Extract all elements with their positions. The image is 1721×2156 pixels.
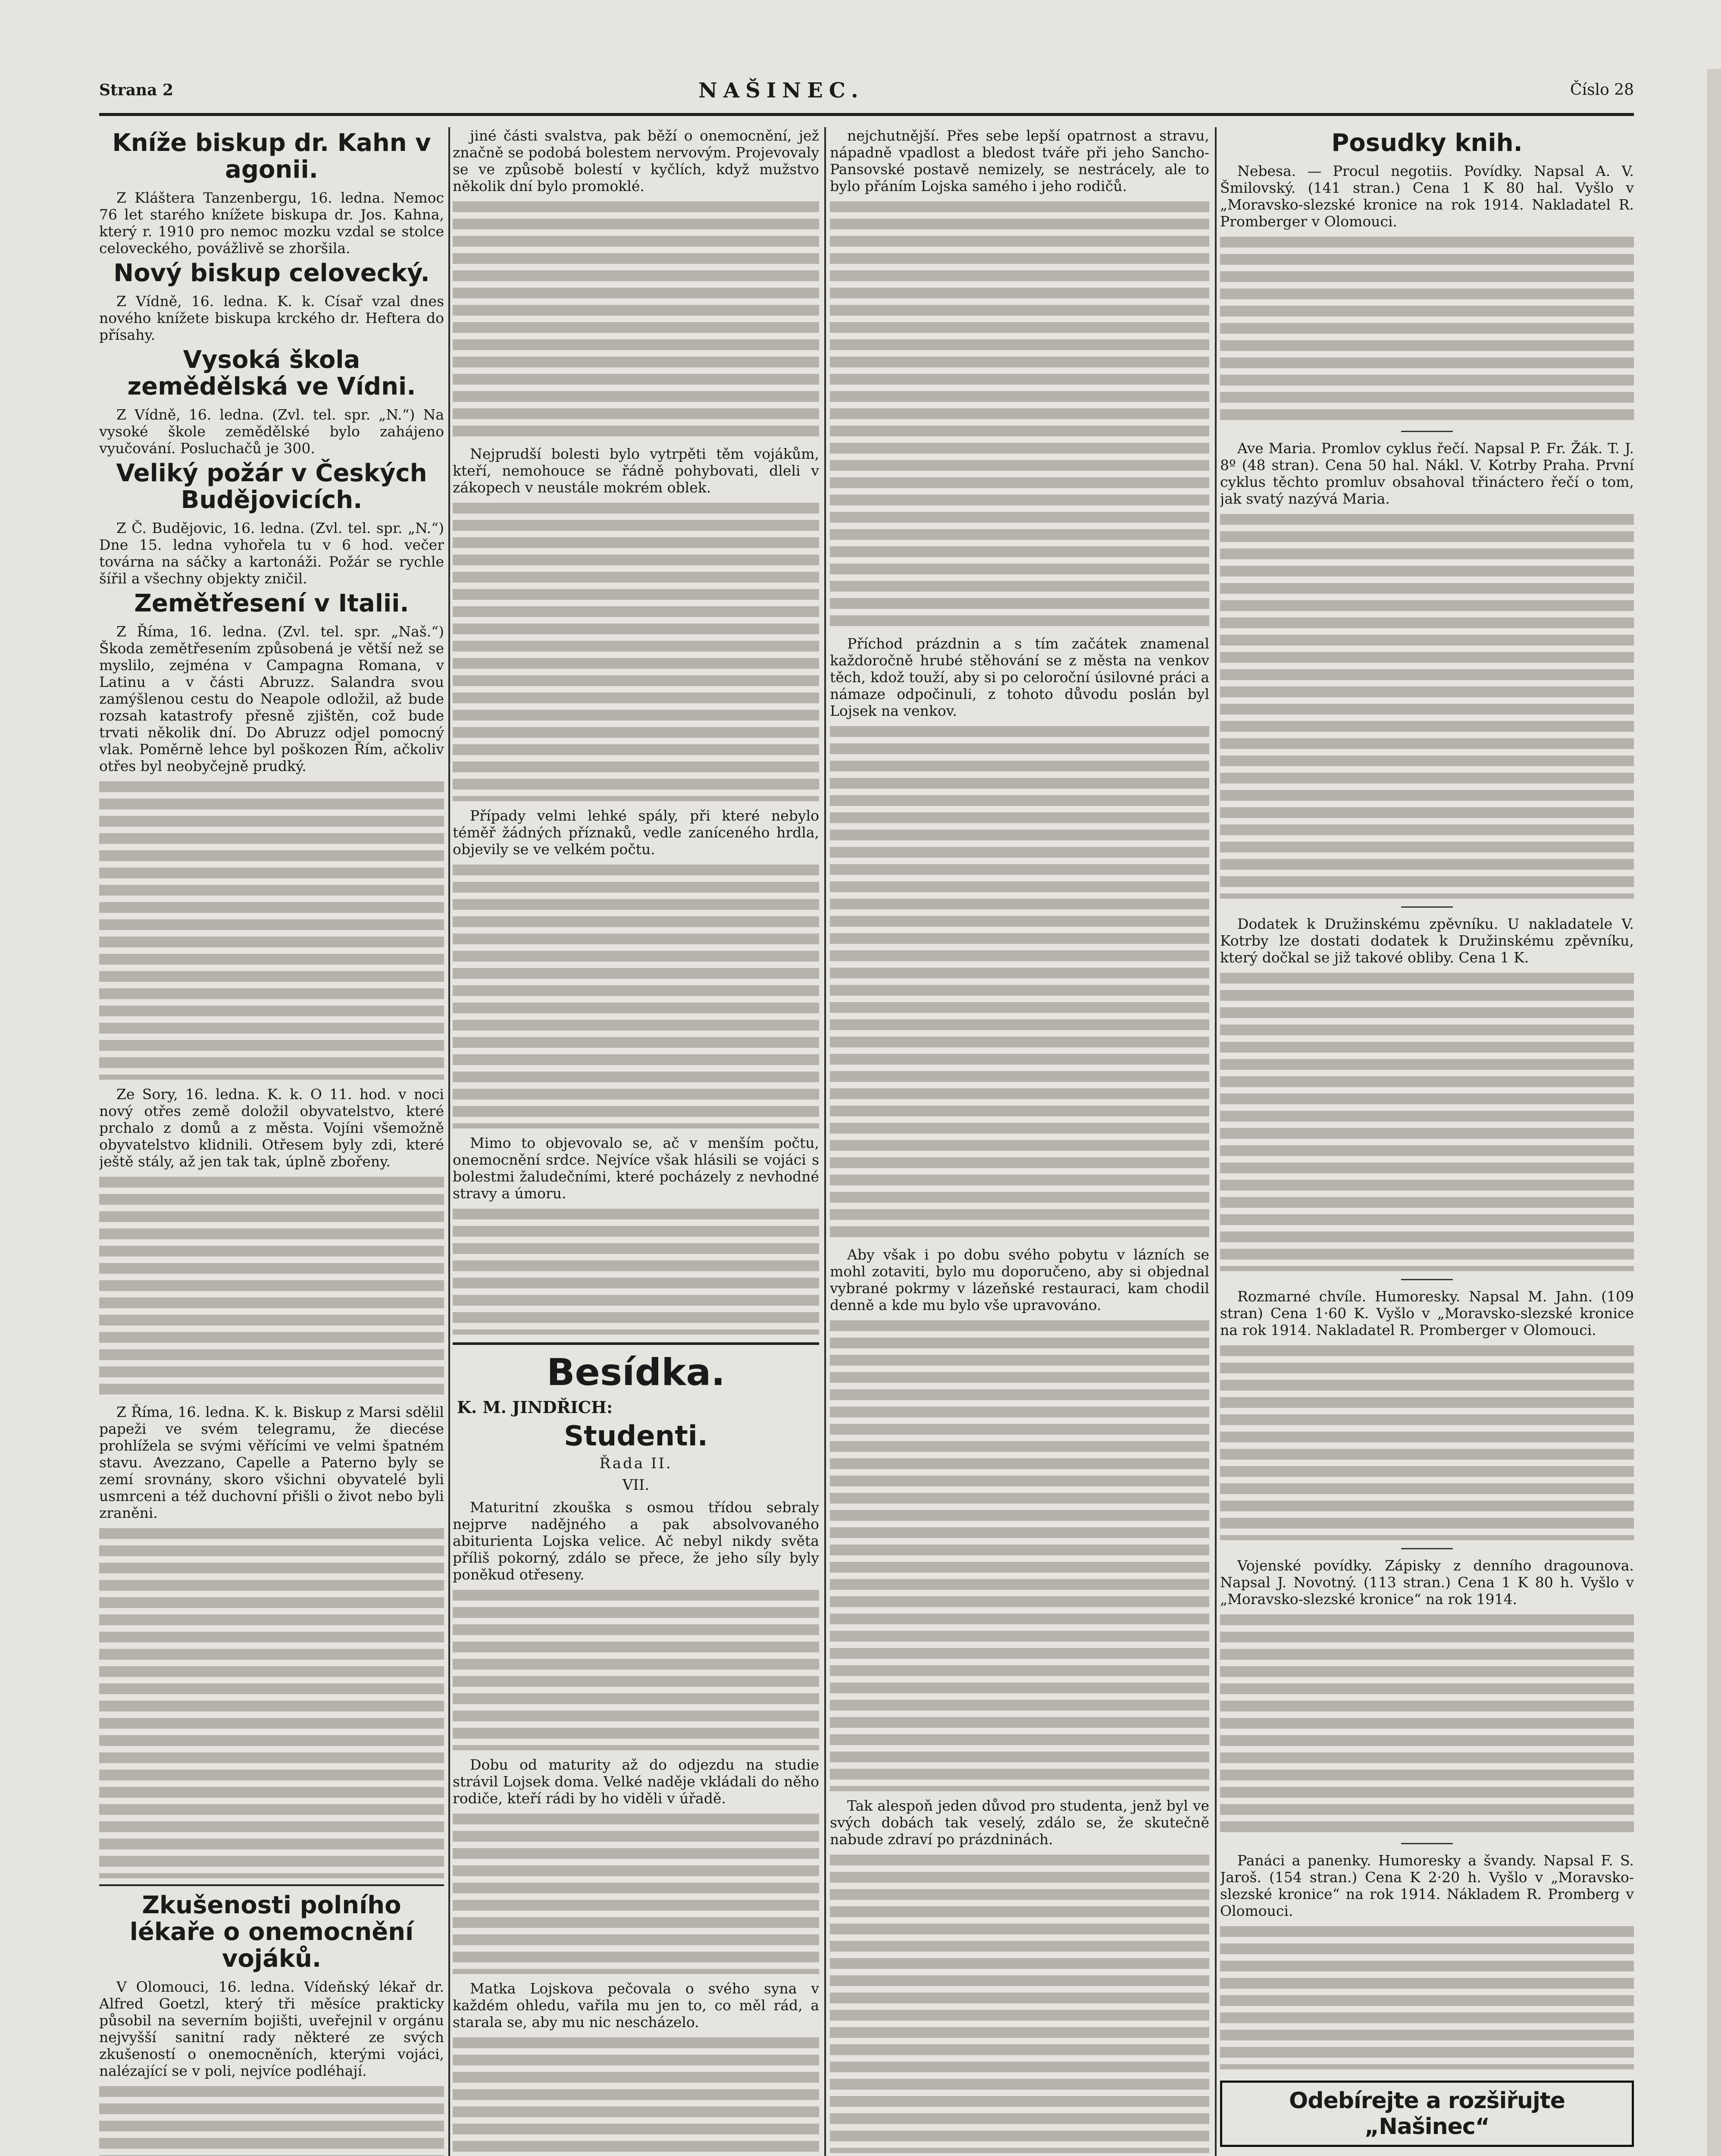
author-byline: K. M. JINDŘICH: bbox=[457, 1398, 613, 1417]
book-review: Rozmarné chvíle. Humoresky. Napsal M. Jahn. (109 stran) Cena 1·60 K. Vyšlo v „Moravsko-slezské kronice na rok 1914. Nakladatel R. Promberger v Olomouci. bbox=[1220, 1288, 1634, 1338]
article-text-continued bbox=[453, 499, 819, 801]
book-review: Ave Maria. Promlov cyklus řečí. Napsal P. Fr. Žák. T. J. 8º (48 stran). Cena 50 hal. Nákl. V. Kotrby Praha. První cyklus těchto promluv obsahoval třináctero řečí o tom, jak svatý nazývá Maria. bbox=[1220, 440, 1634, 507]
column-divider bbox=[448, 127, 450, 2156]
chapter-number: VII. bbox=[622, 1476, 650, 1494]
subscription-ad: Odebírejte a rozšiřujte „Našinec“ bbox=[1220, 2081, 1634, 2147]
feuilleton-title: Besídka. bbox=[453, 1342, 819, 1394]
separator bbox=[1401, 906, 1453, 908]
article-text: Mimo to objevovalo se, ač v menším počtu, onemocnění srdce. Nejvíce však hlásili se vojáci s bolestmi žaludečními, které pocházely z nevhodné stravy a úmoru. bbox=[453, 1134, 819, 1202]
column-story-continued bbox=[830, 127, 1209, 2156]
separator bbox=[1401, 431, 1453, 432]
article-text-continued bbox=[99, 1173, 444, 1398]
section-title: Posudky knih. bbox=[1331, 129, 1523, 157]
story-text: Příchod prázdnin a s tím začátek znamenal každoročně hrubé stěhování se z města na venkov těch, kdož touží, aby si po celoroční úsilovné práci a námaze odpočinuli, z tohoto důvodu poslán byl Lojsek na venkov. bbox=[830, 635, 1209, 719]
story-text: Aby však i po dobu svého pobytu v lázních se mohl zotaviti, bylo mu doporučeno, aby si objednal vybrané pokrmy v lázeňské restauraci, kam chodil denně a kde mu bylo vše upravováno. bbox=[830, 1246, 1209, 1313]
article-text-continued bbox=[99, 2083, 444, 2156]
separator bbox=[1401, 1843, 1453, 1844]
book-review: Nebesa. — Procul negotiis. Povídky. Napsal A. V. Šmilovský. (141 stran.) Cena 1 K 80 hal. Vyšlo v „Moravsko-slezské kronice na rok 1914. Nakladatel R. Promberger v Olomouci. bbox=[1220, 163, 1634, 230]
story-text-continued bbox=[830, 723, 1209, 1240]
book-review: Dodatek k Družinskému zpěvníku. U nakladatele V. Kotrby lze dostati dodatek k Družinskému zpěvníku, který dočkal se již takové obliby. Cena 1 K. bbox=[1220, 915, 1634, 966]
issue-number: Číslo 28 bbox=[1570, 81, 1634, 99]
headline: Zkušenosti polního lékaře o onemocnění vojáků. bbox=[99, 1884, 444, 1972]
story-title: Studenti. bbox=[564, 1420, 708, 1452]
article-text-continued bbox=[99, 778, 444, 1080]
article-text-continued bbox=[453, 198, 819, 439]
story-text: Tak alespoň jeden důvod pro studenta, jenž byl ve svých dobách tak veselý, zdálo se, že skutečně nabude zdraví po prázdninách. bbox=[830, 1797, 1209, 1848]
article-text: Z Vídně, 16. ledna. K. k. Císař vzal dnes nového knížete biskupa krckého dr. Heftera do přísahy. bbox=[99, 293, 444, 343]
column-article-continued bbox=[453, 127, 819, 2156]
headline: Zemětřesení v Italii. bbox=[134, 589, 409, 617]
book-review: Panáci a panenky. Humoresky a švandy. Napsal F. S. Jaroš. (154 stran.) Cena K 2·20 h. Vyšlo v „Moravsko-slezské kronice“ na rok 1914. Nákladem R. Promberg v Olomouci. bbox=[1220, 1852, 1634, 1919]
book-review: Vojenské povídky. Zápisky z denního dragounova. Napsal J. Novotný. (113 stran.) Cena 1 K 80 h. Vyšlo v „Moravsko-slezské kronice“ na rok 1914. bbox=[1220, 1557, 1634, 1608]
story-text: Dobu od maturity až do odjezdu na studie strávil Lojsek doma. Velké naděje vkládali do něho rodiče, kteří rádi by ho viděli v úřadě. bbox=[453, 1756, 819, 1807]
book-review-continued bbox=[1220, 969, 1634, 1271]
column-news bbox=[99, 127, 444, 2156]
story-series: Řada II. bbox=[599, 1455, 673, 1472]
headline: Nový biskup celovecký. bbox=[113, 259, 430, 287]
book-review-continued bbox=[1220, 511, 1634, 899]
headline: Vysoká škola zemědělská ve Vídni. bbox=[127, 346, 416, 401]
article-text: jiné části svalstva, pak běží o onemocnění, jež značně se podobá bolestem nervovým. Projevovaly se ve způsobě bolestí v kyčlích, když mužstvo několik dní bylo promoklé. bbox=[453, 127, 819, 194]
headline: Veliký požár v Českých Budějovicích. bbox=[116, 459, 427, 514]
article-text: Z Kláštera Tanzenbergu, 16. ledna. Nemoc 76 let starého knížete biskupa dr. Jos. Kahna, který r. 1910 pro nemoc mozku vzdal se stolce celoveckého, povážlivě se zhoršila. bbox=[99, 189, 444, 257]
article-text: Případy velmi lehké spály, při které nebylo téměř žádných příznaků, vedle zaníceného hrdla, objevily se ve velkém počtu. bbox=[453, 807, 819, 858]
article-text-continued bbox=[453, 1205, 819, 1335]
story-text-continued bbox=[453, 1586, 819, 1750]
story-text-continued bbox=[453, 1810, 819, 1974]
separator bbox=[1401, 1279, 1453, 1280]
article-text-continued bbox=[453, 861, 819, 1128]
story-text: nejchutnější. Přes sebe lepší opatrnost a stravu, nápadně vpadlost a bledost tváře při jeho Sancho-Pansovské postavě nemizely, se nestrácely, ale to bylo přáním Lojska samého i jeho rodičů. bbox=[830, 127, 1209, 194]
article-text: Ze Sory, 16. ledna. K. k. O 11. hod. v noci nový otřes země doložil obyvatelstvo, které prchalo z domů a z města. Vojíni všemožně obyvatelstvo klidnili. Otřesem byly zdi, které ještě stály, až jen tak tak, úplně zbořeny. bbox=[99, 1086, 444, 1170]
page-header bbox=[99, 77, 1634, 107]
book-review-continued bbox=[1220, 1342, 1634, 1540]
story-text: Matka Lojskova pečovala o svého syna v každém ohledu, vařila mu jen to, co měl rád, a starala se, aby mu nic nescházelo. bbox=[453, 1980, 819, 2031]
header-rule bbox=[99, 113, 1634, 116]
headline: Kníže biskup dr. Kahn v agonii. bbox=[112, 129, 431, 184]
book-review-continued bbox=[1220, 1923, 1634, 2069]
article-text: Z Vídně, 16. ledna. (Zvl. tel. spr. „N.“) Na vysoké škole zemědělské bylo zahájeno vyučování. Posluchačů je 300. bbox=[99, 406, 444, 457]
page-number: Strana 2 bbox=[99, 81, 174, 99]
separator bbox=[1401, 1548, 1453, 1549]
article-text: Z Č. Budějovic, 16. ledna. (Zvl. tel. spr. „N.“) Dne 15. ledna vyhořela tu v 6 hod. večer továrna na sáčky a kartonáži. Požár se rychle šířil a všechny objekty zničil. bbox=[99, 520, 444, 587]
column-book-reviews bbox=[1220, 127, 1634, 2156]
adjacent-page-edge bbox=[1707, 69, 1721, 2156]
article-text: Nejprudší bolesti bylo vytrpěti těm vojákům, kteří, nemohouce se řádně pohybovati, dleli v zákopech v neustále mokrém oblek. bbox=[453, 445, 819, 496]
article-text: Z Říma, 16. ledna. K. k. Biskup z Marsi sdělil papeži ve svém telegramu, že diecése prohlížela se svými věřícími ve velmi špatném stavu. Avezzano, Capelle a Paterno byly se zemí srovnány, skoro všichni obyvatelé byli usmrceni a též duchovní přišli o život nebo byli zraněni. bbox=[99, 1404, 444, 1521]
story-text: Maturitní zkouška s osmou třídou sebraly nejprve nadějného a pak absolvovaného abiturienta Lojska velice. Ač nebyl nikdy světa příliš pokorný, zdálo se přece, že jeho síly byly poněkud otřeseny. bbox=[453, 1499, 819, 1583]
masthead: NAŠINEC. bbox=[698, 78, 864, 103]
story-text-continued bbox=[830, 1317, 1209, 1791]
column-divider bbox=[1215, 127, 1217, 2156]
story-text-continued bbox=[830, 198, 1209, 629]
book-review-continued bbox=[1220, 1611, 1634, 1835]
article-text-continued bbox=[99, 1525, 444, 1878]
book-review-continued bbox=[1220, 233, 1634, 423]
article-text: Z Říma, 16. ledna. (Zvl. tel. spr. „Naš.“) Škoda zemětřesením způsobená je větší než se myslilo, zejména v Campagna Romana, v Latinu a v části Abruzz. Salandra svou zamýšlenou cestu do Neapole odložil, až bude rozsah katastrofy přesně zjištěn, což bude trvati několik dní. Do Abruzz odjel pomocný vlak. Poměrně lehce byl poškozen Řím, ačkoliv otřes byl neobyčejně prudký. bbox=[99, 623, 444, 774]
article-text: V Olomouci, 16. ledna. Vídeňský lékař dr. Alfred Goetzl, který tři měsíce prakticky působil na severním bojišti, uveřejnil v orgánu nejvyšší sanitní rady některé ze svých zkušeností o onemocněních, kterými vojáci, nalézající se v poli, nejvíce podléhají. bbox=[99, 1978, 444, 2079]
story-text-continued bbox=[830, 1851, 1209, 2153]
column-divider bbox=[824, 127, 826, 2156]
story-text-continued bbox=[453, 2034, 819, 2156]
